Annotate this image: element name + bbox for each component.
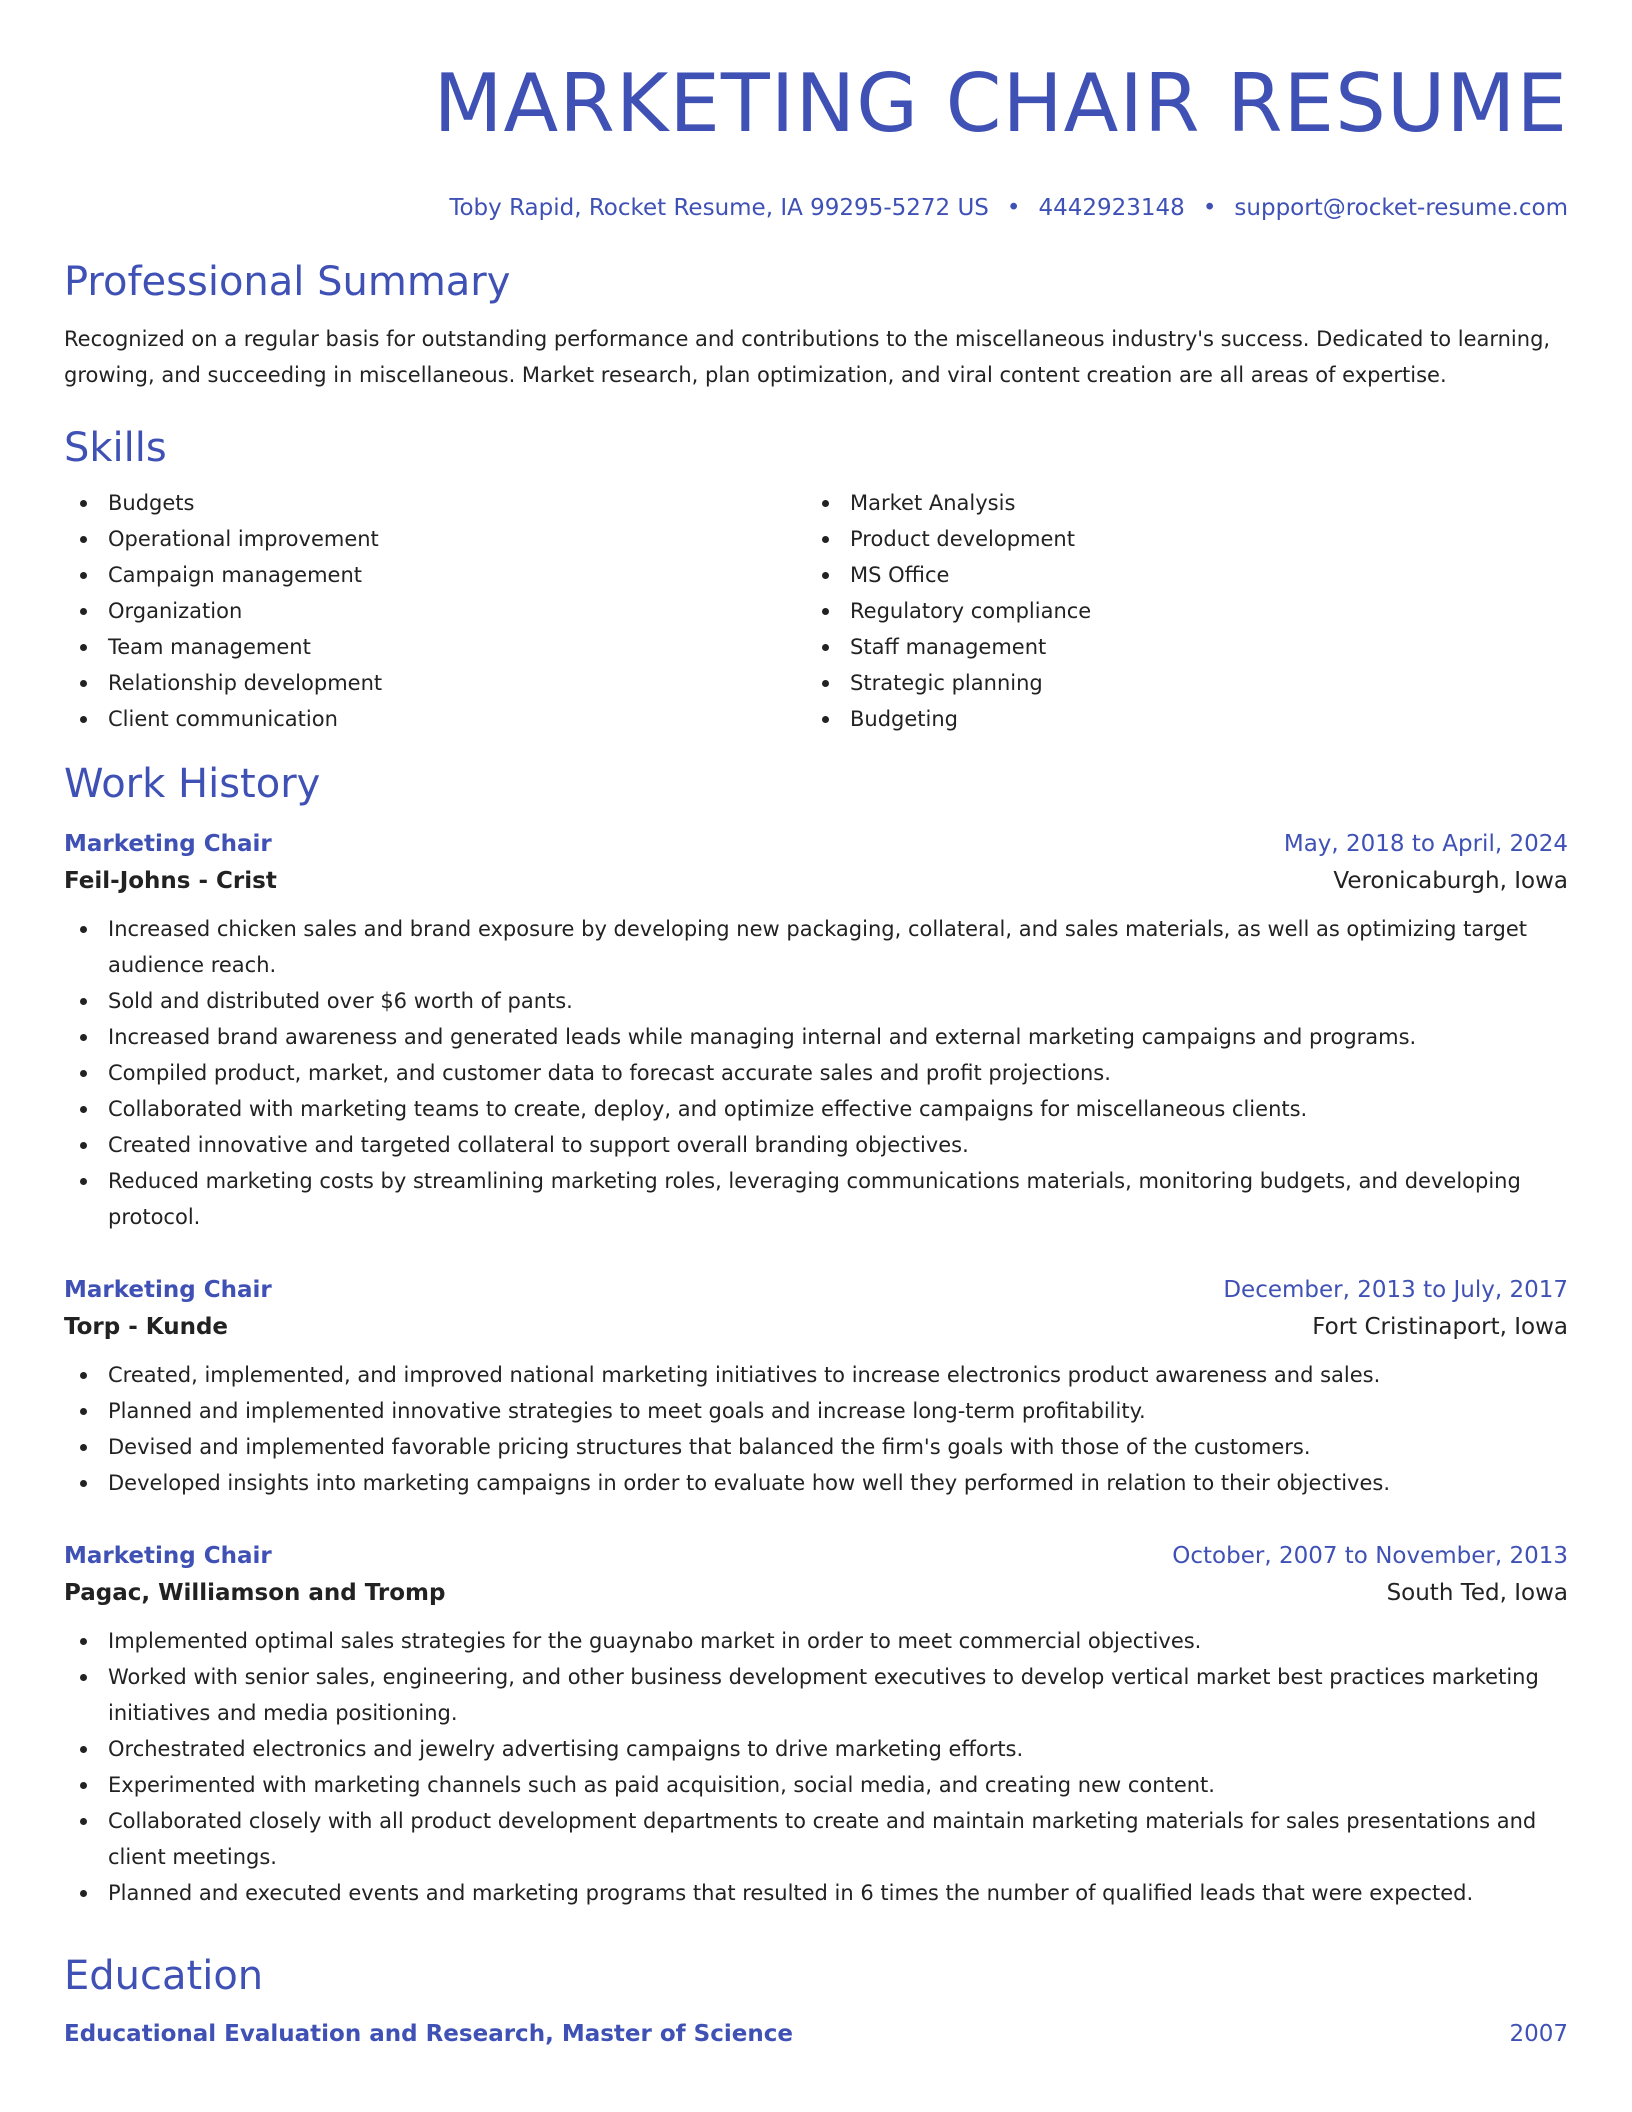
job-dates: October, 2007 to November, 2013 xyxy=(1172,1543,1568,1569)
job-bullets xyxy=(64,1357,1568,1501)
job-dates: December, 2013 to July, 2017 xyxy=(1223,1277,1568,1303)
skills-list xyxy=(64,485,1568,737)
job-bullet: Compiled product, market, and customer data to forecast accurate sales and profit projections. xyxy=(64,1055,1568,1091)
skill-item: Operational improvement xyxy=(64,521,806,557)
job-bullet: Implemented optimal sales strategies for the guaynabo market in order to meet commercial objectives. xyxy=(64,1623,1568,1659)
contact-phone: 4442923148 xyxy=(1038,195,1185,221)
resume-title: MARKETING CHAIR RESUME xyxy=(433,57,1568,150)
work-history-list xyxy=(64,827,1568,1911)
skills-column-left xyxy=(64,485,806,737)
job-bullets xyxy=(64,1623,1568,1911)
job-bullet: Increased brand awareness and generated leads while managing internal and external marketing campaigns and programs. xyxy=(64,1019,1568,1055)
job-company: Pagac, Williamson and Tromp xyxy=(64,1580,446,1606)
job-location: South Ted, Iowa xyxy=(1386,1580,1568,1606)
job-bullet: Collaborated closely with all product development departments to create and maintain marketing materials for sales presentations and client meetings. xyxy=(64,1803,1568,1875)
education-degree: Educational Evaluation and Research, Master of Science xyxy=(64,2021,793,2047)
contact-separator: • xyxy=(1006,195,1021,221)
job-bullet: Sold and distributed over $6 worth of pants. xyxy=(64,983,1568,1019)
skill-item: Team management xyxy=(64,629,806,665)
job-title-row xyxy=(64,827,1568,861)
skill-item: Budgeting xyxy=(806,701,1548,737)
job-entry xyxy=(64,1273,1568,1501)
education-year: 2007 xyxy=(1509,2021,1568,2047)
contact-separator: • xyxy=(1202,195,1217,221)
job-bullet: Experimented with marketing channels such as paid acquisition, social media, and creating new content. xyxy=(64,1767,1568,1803)
job-bullet: Collaborated with marketing teams to create, deploy, and optimize effective campaigns for miscellaneous clients. xyxy=(64,1091,1568,1127)
skill-item: Budgets xyxy=(64,485,806,521)
job-title: Marketing Chair xyxy=(64,1543,272,1569)
job-bullet: Created, implemented, and improved national marketing initiatives to increase electronics product awareness and sales. xyxy=(64,1357,1568,1393)
education-entry xyxy=(64,2017,1568,2051)
skill-item: Client communication xyxy=(64,701,806,737)
job-bullet: Developed insights into marketing campaigns in order to evaluate how well they performed in relation to their objectives. xyxy=(64,1465,1568,1501)
job-entry xyxy=(64,827,1568,1235)
job-bullets xyxy=(64,911,1568,1235)
job-company-row xyxy=(64,861,1568,901)
skill-item: Market Analysis xyxy=(806,485,1548,521)
job-title: Marketing Chair xyxy=(64,1277,272,1303)
job-entry xyxy=(64,1539,1568,1911)
skill-item: Product development xyxy=(806,521,1548,557)
work-history-heading: Work History xyxy=(64,761,321,807)
skill-item: Regulatory compliance xyxy=(806,593,1548,629)
job-location: Fort Cristinaport, Iowa xyxy=(1312,1314,1568,1340)
job-bullet: Orchestrated electronics and jewelry advertising campaigns to drive marketing efforts. xyxy=(64,1731,1568,1767)
contact-email: support@rocket-resume.com xyxy=(1234,195,1568,221)
job-bullet: Created innovative and targeted collateral to support overall branding objectives. xyxy=(64,1127,1568,1163)
job-bullet: Increased chicken sales and brand exposure by developing new packaging, collateral, and sales materials, as well as optimizing target audience reach. xyxy=(64,911,1568,983)
summary-text: Recognized on a regular basis for outstanding performance and contributions to the miscellaneous industry's success. Dedicated to learning, growing, and succeeding in miscellaneous. Market research, plan optimization, and viral content creation are all areas of expertise. xyxy=(64,327,1551,387)
skill-item: Relationship development xyxy=(64,665,806,701)
summary-heading: Professional Summary xyxy=(64,259,511,305)
job-location: Veronicaburgh, Iowa xyxy=(1333,868,1568,894)
job-title-row xyxy=(64,1539,1568,1573)
skills-column-right xyxy=(806,485,1548,737)
job-bullet: Reduced marketing costs by streamlining marketing roles, leveraging communications materials, monitoring budgets, and developing protocol. xyxy=(64,1163,1568,1235)
contact-address: Toby Rapid, Rocket Resume, IA 99295-5272 US xyxy=(449,195,989,221)
job-bullet: Worked with senior sales, engineering, and other business development executives to develop vertical market best practices marketing initiatives and media positioning. xyxy=(64,1659,1568,1731)
job-company: Torp - Kunde xyxy=(64,1314,229,1340)
education-heading: Education xyxy=(64,1953,264,1999)
job-bullet: Planned and executed events and marketing programs that resulted in 6 times the number of qualified leads that were expected. xyxy=(64,1875,1568,1911)
contact-line xyxy=(64,193,1568,223)
job-company-row xyxy=(64,1573,1568,1613)
skill-item: Organization xyxy=(64,593,806,629)
job-bullet: Devised and implemented favorable pricing structures that balanced the firm's goals with those of the customers. xyxy=(64,1429,1568,1465)
job-bullet: Planned and implemented innovative strategies to meet goals and increase long-term profitability. xyxy=(64,1393,1568,1429)
skill-item: Staff management xyxy=(806,629,1548,665)
job-title-row xyxy=(64,1273,1568,1307)
skill-item: Strategic planning xyxy=(806,665,1548,701)
skill-item: MS Office xyxy=(806,557,1548,593)
job-company: Feil-Johns - Crist xyxy=(64,868,277,894)
skills-heading: Skills xyxy=(64,425,167,471)
skill-item: Campaign management xyxy=(64,557,806,593)
job-title: Marketing Chair xyxy=(64,831,272,857)
job-dates: May, 2018 to April, 2024 xyxy=(1283,831,1568,857)
job-company-row xyxy=(64,1307,1568,1347)
